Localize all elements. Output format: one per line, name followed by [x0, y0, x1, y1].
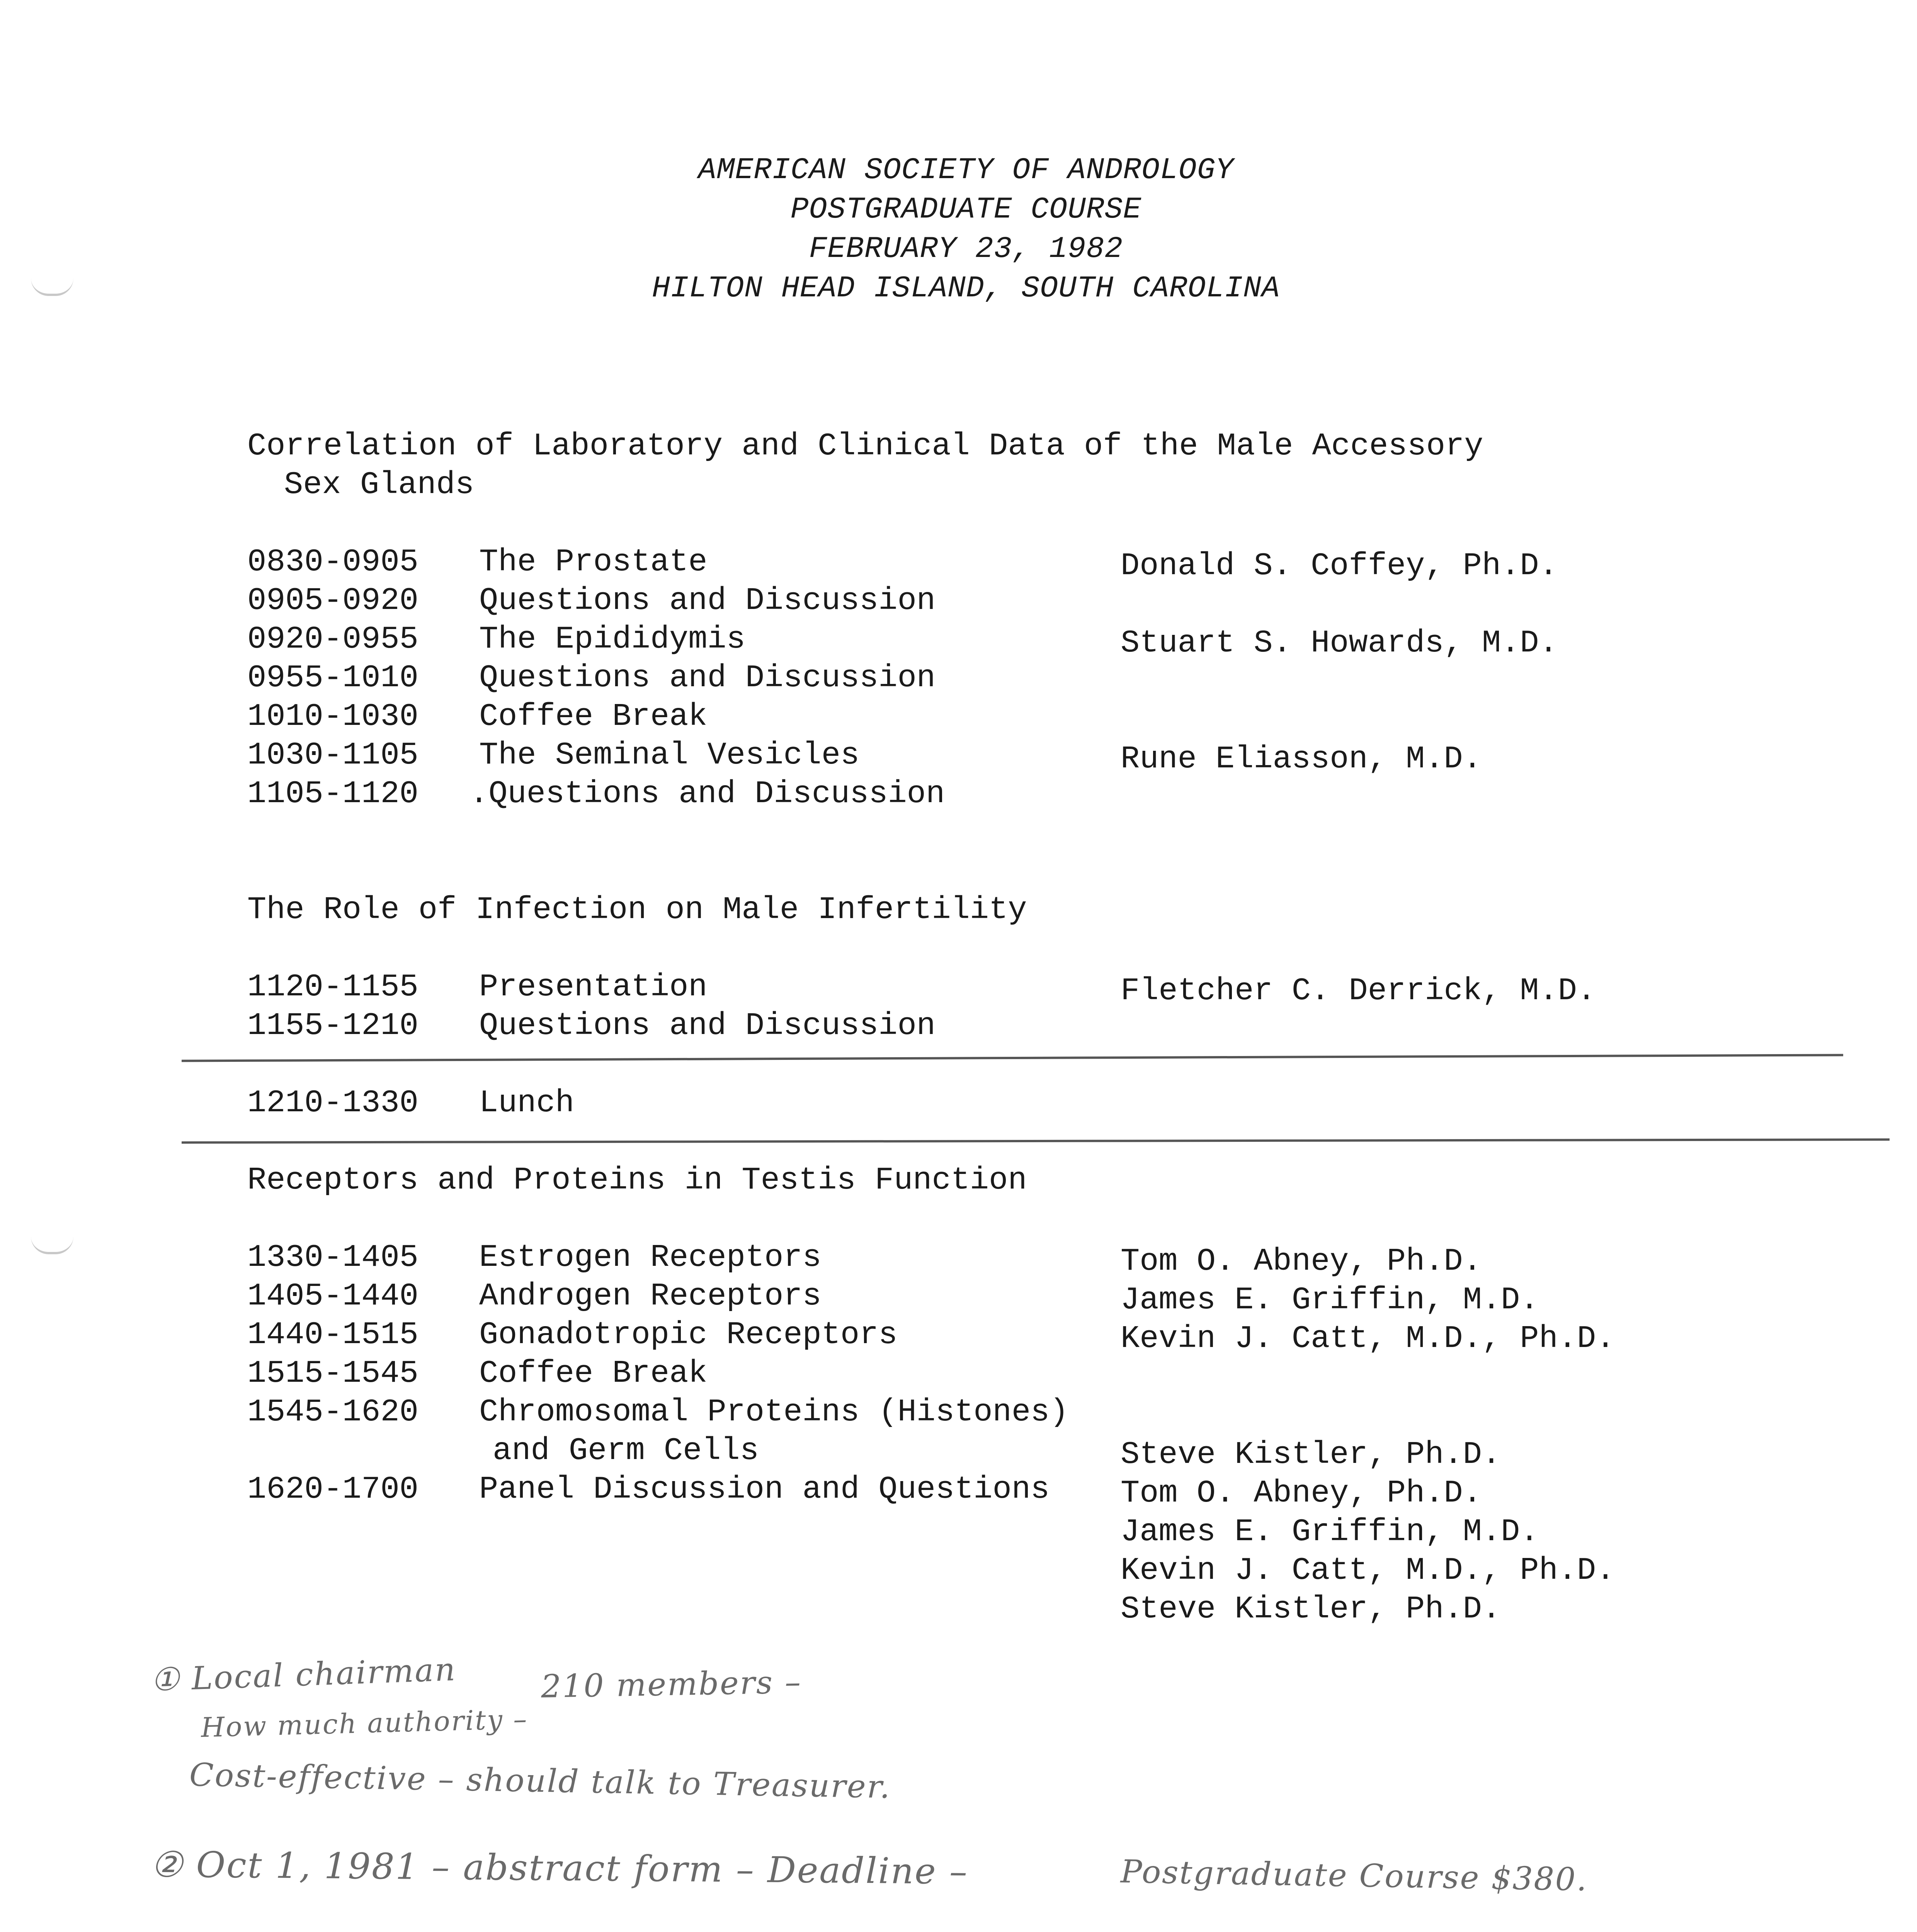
row-time: 1155-1210 [247, 1008, 418, 1044]
row-time: 1545-1620 [247, 1394, 418, 1430]
section-title-accessory-glands [247, 427, 1483, 504]
row-time: 0830-0905 [247, 544, 418, 580]
row-topic: .Questions and Discussion [469, 776, 945, 812]
row-speaker: Donald S. Coffey, Ph.D. [1121, 548, 1558, 584]
row-time: 0905-0920 [247, 583, 418, 619]
row-time: 1120-1155 [247, 969, 418, 1005]
section-title-text: The Role of Infection on Male Infertility [247, 892, 1027, 928]
row-time: 0955-1010 [247, 660, 418, 696]
header-location: HILTON HEAD ISLAND, SOUTH CAROLINA [652, 272, 1280, 306]
row-topic: Questions and Discussion [479, 1008, 936, 1044]
row-topic: Questions and Discussion [479, 583, 936, 619]
row-topic-continuation: and Germ Cells [493, 1433, 759, 1469]
handwritten-note: ① Local chairman [150, 1651, 457, 1699]
schedule-row [0, 1007, 1917, 1045]
row-topic: Androgen Receptors [479, 1278, 822, 1314]
header-date: FEBRUARY 23, 1982 [809, 232, 1123, 266]
row-speaker: Stuart S. Howards, M.D. [1121, 625, 1558, 661]
schedule-row [0, 1316, 1917, 1357]
schedule-row [0, 1393, 1917, 1432]
row-speaker: Steve Kistler, Ph.D. [1121, 1437, 1501, 1473]
section-title-receptors [247, 1161, 1027, 1200]
row-time: 1210-1330 [247, 1085, 418, 1121]
section-title-infection [247, 891, 1027, 929]
row-topic: The Seminal Vesicles [479, 737, 860, 773]
row-topic: Lunch [479, 1085, 575, 1121]
row-topic: Coffee Break [479, 699, 708, 735]
row-speaker: James E. Griffin, M.D. [1121, 1282, 1539, 1318]
row-time: 1405-1440 [247, 1278, 418, 1314]
schedule-row [0, 736, 1917, 775]
row-topic: Estrogen Receptors [479, 1240, 822, 1276]
row-speaker: Fletcher C. Derrick, M.D. [1121, 973, 1596, 1009]
row-time: 1440-1515 [247, 1317, 418, 1353]
schedule-row [0, 620, 1917, 659]
row-topic: The Prostate [479, 544, 708, 580]
row-topic: Coffee Break [479, 1355, 708, 1391]
schedule-row [0, 659, 1917, 697]
schedule-row [0, 543, 1917, 582]
schedule-row [0, 1238, 1917, 1277]
hand-drawn-rule [182, 1138, 1890, 1144]
row-topic: Questions and Discussion [479, 660, 936, 696]
handwritten-note: How much authority – [201, 1703, 529, 1744]
row-topic: Presentation [479, 969, 708, 1005]
schedule-row [0, 582, 1917, 620]
section-title-text: Correlation of Laboratory and Clinical Data of the Male Accessory [247, 428, 1483, 464]
section-title-text: Receptors and Proteins in Testis Function [247, 1162, 1027, 1198]
panel-speaker: Kevin J. Catt, M.D., Ph.D. [1121, 1553, 1615, 1588]
schedule-row [0, 697, 1917, 736]
row-speaker: Kevin J. Catt, M.D., Ph.D. [1121, 1321, 1615, 1357]
punch-hole-mark [31, 278, 73, 296]
row-topic: Panel Discussion and Questions [479, 1471, 1050, 1507]
row-time: 1030-1105 [247, 737, 418, 773]
section-title-continuation: Sex Glands [284, 467, 475, 503]
schedule-row [0, 775, 1917, 813]
row-topic: The Epididymis [479, 621, 745, 657]
row-time: 1330-1405 [247, 1240, 418, 1276]
handwritten-note: Cost-effective – should talk to Treasurer. [189, 1757, 891, 1806]
schedule-row [0, 968, 1917, 1007]
row-topic: Gonadotropic Receptors [479, 1317, 898, 1353]
handwritten-note: 210 members – [541, 1664, 802, 1705]
row-time: 1010-1030 [247, 699, 418, 735]
panel-speaker: James E. Griffin, M.D. [1121, 1514, 1539, 1550]
panel-speaker: Steve Kistler, Ph.D. [1121, 1591, 1501, 1627]
document-header [580, 151, 1352, 308]
handwritten-note: ② Oct 1, 1981 – abstract form – Deadline – [150, 1844, 969, 1893]
schedule-row [0, 1354, 1917, 1393]
row-time: 1620-1700 [247, 1471, 418, 1507]
header-course: POSTGRADUATE COURSE [790, 193, 1142, 227]
row-speaker: Rune Eliasson, M.D. [1121, 741, 1482, 777]
hand-drawn-rule [182, 1054, 1843, 1062]
schedule-row-lunch [0, 1084, 1917, 1122]
row-time: 1105-1120 [247, 776, 418, 812]
row-time: 0920-0955 [247, 621, 418, 657]
header-organization: AMERICAN SOCIETY OF ANDROLOGY [698, 153, 1234, 187]
handwritten-note: Postgraduate Course $380. [1120, 1853, 1588, 1898]
row-time: 1515-1545 [247, 1355, 418, 1391]
row-speaker: Tom O. Abney, Ph.D. [1121, 1475, 1482, 1511]
schedule-row [0, 1277, 1917, 1316]
row-speaker: Tom O. Abney, Ph.D. [1121, 1243, 1482, 1279]
row-topic: Chromosomal Proteins (Histones) [479, 1394, 1069, 1430]
schedule-row [0, 1470, 1917, 1509]
